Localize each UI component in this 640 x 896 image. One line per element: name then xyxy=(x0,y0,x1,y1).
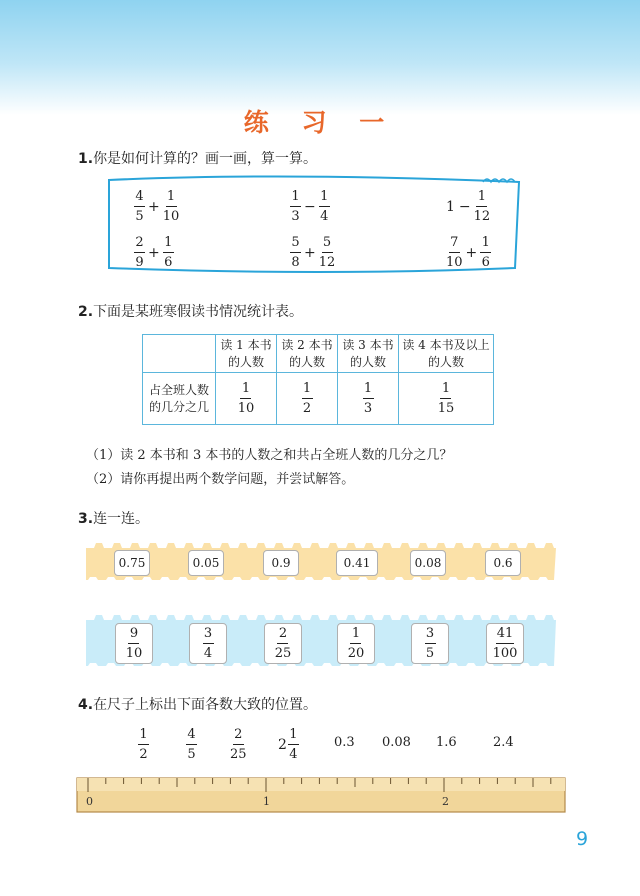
q1-expression-3 xyxy=(446,190,490,223)
denominator: 5 xyxy=(187,747,196,762)
q1-expression-5 xyxy=(290,236,335,269)
fraction xyxy=(290,236,301,269)
fraction xyxy=(493,627,518,660)
fraction-card[interactable] xyxy=(337,623,375,664)
operator: + xyxy=(148,198,160,215)
numerator: 2 xyxy=(277,627,288,644)
decimal-card[interactable]: 0.08 xyxy=(410,550,446,576)
numerator: 1 xyxy=(138,728,149,745)
numerator: 1 xyxy=(166,190,177,207)
numerator: 1 xyxy=(290,190,301,207)
denominator: 15 xyxy=(437,401,455,416)
q4-decimal: 1.6 xyxy=(436,735,457,750)
q3-text: 连一连。 xyxy=(93,511,150,527)
decimal-strip xyxy=(86,542,556,582)
fraction-card[interactable] xyxy=(189,623,227,664)
q3-number: 3. xyxy=(78,511,94,527)
page-title: 练 习 一 xyxy=(243,108,397,137)
fraction xyxy=(348,627,365,660)
reading-stats-table xyxy=(142,334,494,425)
table-cell xyxy=(277,373,338,425)
numerator: 1 xyxy=(302,382,313,399)
denominator: 6 xyxy=(481,255,490,270)
numerator: 9 xyxy=(128,627,139,644)
operator: + xyxy=(148,244,160,261)
denominator: 10 xyxy=(446,255,463,270)
fraction xyxy=(438,382,455,415)
table-row-label: 占全班人数 的几分之几 xyxy=(143,373,216,425)
q1-expression-6 xyxy=(446,236,491,269)
q1-expression-2 xyxy=(290,190,330,223)
q2-subquestion-1: （1）读 2 本书和 3 本书的人数之和共占全班人数的几分之几？ xyxy=(86,448,453,463)
table-cell xyxy=(338,373,399,425)
operator: − xyxy=(458,198,471,215)
fraction xyxy=(275,627,292,660)
q1-expression-4 xyxy=(134,236,174,269)
fraction xyxy=(138,728,149,761)
numerator: 1 xyxy=(440,382,451,399)
numerator: 1 xyxy=(480,236,491,253)
q1-text: 你是如何计算的？画一画，算一算。 xyxy=(93,151,318,167)
fraction xyxy=(163,190,180,223)
q4-decimal: 0.3 xyxy=(334,735,355,750)
q2-number: 2. xyxy=(78,304,94,320)
denominator: 25 xyxy=(230,747,247,762)
denominator: 6 xyxy=(164,255,173,270)
whole-number: 1 xyxy=(446,198,455,215)
numerator: 3 xyxy=(203,627,214,644)
fraction xyxy=(363,382,374,415)
denominator: 9 xyxy=(135,255,144,270)
numerator: 2 xyxy=(134,236,145,253)
denominator: 10 xyxy=(237,401,255,416)
fraction xyxy=(163,236,174,269)
denominator: 25 xyxy=(274,646,292,661)
numerator: 1 xyxy=(163,236,174,253)
operator: + xyxy=(465,244,478,261)
table-header-cell: 读 3 本书 的人数 xyxy=(338,335,399,373)
numerator: 41 xyxy=(496,627,515,644)
numerator: 7 xyxy=(449,236,460,253)
denominator: 4 xyxy=(320,209,329,224)
q1-number: 1. xyxy=(78,151,94,167)
denominator: 12 xyxy=(473,209,491,224)
denominator: 20 xyxy=(347,646,365,661)
decimal-card[interactable]: 0.41 xyxy=(336,550,378,576)
q2-heading xyxy=(78,301,303,321)
fraction xyxy=(203,627,214,660)
table-header-cell: 读 2 本书 的人数 xyxy=(277,335,338,373)
numerator: 1 xyxy=(288,728,299,745)
denominator: 8 xyxy=(291,255,300,270)
fraction xyxy=(126,627,143,660)
numerator: 5 xyxy=(290,236,301,253)
fraction xyxy=(319,236,336,269)
operator: + xyxy=(304,244,316,261)
denominator: 2 xyxy=(139,747,148,762)
denominator: 4 xyxy=(289,747,298,762)
q4-mixed-number xyxy=(278,728,299,761)
fraction xyxy=(290,190,301,223)
q4-heading xyxy=(78,694,317,714)
numerator: 4 xyxy=(134,190,145,207)
decimal-card[interactable]: 0.6 xyxy=(485,550,521,576)
denominator: 5 xyxy=(425,646,435,661)
q4-fraction-2 xyxy=(186,728,197,761)
denominator: 4 xyxy=(203,646,213,661)
decimal-card[interactable]: 0.75 xyxy=(114,550,150,576)
table-row xyxy=(143,373,494,425)
q4-decimal: 2.4 xyxy=(493,735,514,750)
fraction-strip xyxy=(86,614,556,668)
q3-heading xyxy=(78,508,149,528)
fraction-card[interactable] xyxy=(115,623,153,664)
ruler xyxy=(76,774,568,816)
denominator: 3 xyxy=(363,401,373,416)
denominator: 12 xyxy=(318,255,336,270)
decimal-card[interactable]: 0.9 xyxy=(263,550,299,576)
denominator: 3 xyxy=(291,209,300,224)
fraction xyxy=(446,236,463,269)
table-header-row xyxy=(143,335,494,373)
q4-fraction-1 xyxy=(138,728,149,761)
fraction xyxy=(474,190,491,223)
fraction xyxy=(230,728,247,761)
fraction-card[interactable] xyxy=(486,623,524,664)
table-corner-cell xyxy=(143,335,216,373)
whole-part: 2 xyxy=(278,736,287,753)
fraction xyxy=(288,728,299,761)
ruler-label-2: 2 xyxy=(442,795,449,808)
fraction xyxy=(186,728,197,761)
numerator: 1 xyxy=(319,190,330,207)
fraction xyxy=(134,190,145,223)
ruler-label-0: 0 xyxy=(86,795,93,808)
numerator: 2 xyxy=(233,728,244,745)
denominator: 10 xyxy=(125,646,143,661)
fraction xyxy=(302,382,313,415)
ruler-top-bevel xyxy=(77,778,565,791)
numerator: 1 xyxy=(363,382,374,399)
q1-expression-1 xyxy=(134,190,179,223)
operator: − xyxy=(304,198,316,215)
denominator: 10 xyxy=(162,209,180,224)
numerator: 5 xyxy=(322,236,333,253)
numerator: 1 xyxy=(350,627,361,644)
fraction xyxy=(134,236,145,269)
ruler-label-1: 1 xyxy=(263,795,270,808)
numerator: 3 xyxy=(425,627,436,644)
numerator: 4 xyxy=(186,728,197,745)
denominator: 100 xyxy=(492,646,518,661)
fraction xyxy=(319,190,330,223)
table-header-cell: 读 4 本书及以上 的人数 xyxy=(399,335,494,373)
q4-decimal: 0.08 xyxy=(382,735,411,750)
fraction xyxy=(425,627,436,660)
q1-heading xyxy=(78,148,317,168)
q4-number: 4. xyxy=(78,697,94,713)
decimal-card[interactable]: 0.05 xyxy=(188,550,224,576)
table-cell xyxy=(216,373,277,425)
table-header-cell: 读 1 本书 的人数 xyxy=(216,335,277,373)
numerator: 1 xyxy=(240,382,251,399)
page-number: 9 xyxy=(576,828,589,850)
denominator: 5 xyxy=(135,209,144,224)
denominator: 2 xyxy=(302,401,312,416)
header-sky-background xyxy=(0,0,640,115)
table-cell xyxy=(399,373,494,425)
fraction-card[interactable] xyxy=(411,623,449,664)
fraction-card[interactable] xyxy=(264,623,302,664)
fraction xyxy=(238,382,255,415)
q4-fraction-3 xyxy=(230,728,247,761)
numerator: 1 xyxy=(476,190,487,207)
fraction xyxy=(480,236,491,269)
q2-subquestion-2: （2）请你再提出两个数学问题，并尝试解答。 xyxy=(86,472,355,487)
q2-text: 下面是某班寒假读书情况统计表。 xyxy=(93,304,304,320)
q4-text: 在尺子上标出下面各数大致的位置。 xyxy=(93,697,318,713)
